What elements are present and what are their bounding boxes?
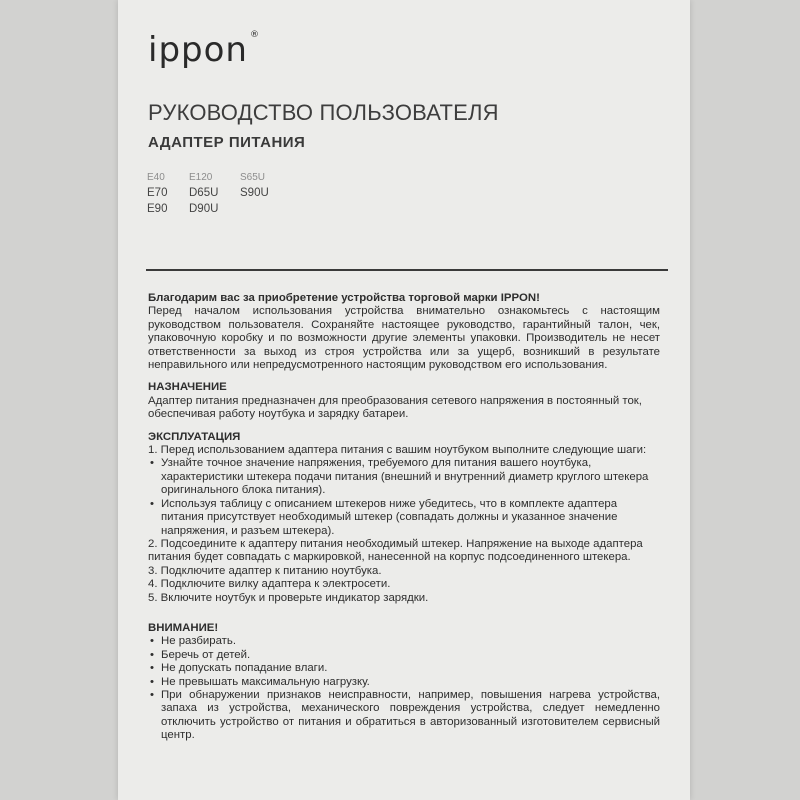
list-item: • Беречь от детей.	[148, 649, 660, 662]
list-item: • Не разбирать.	[148, 635, 660, 648]
warning-heading: ВНИМАНИЕ!	[148, 621, 219, 634]
warning-list	[148, 635, 660, 742]
ippon-logo	[148, 30, 260, 70]
model-label: D90U	[189, 203, 219, 215]
operation-step-1-list	[148, 457, 660, 537]
model-label: E40	[147, 172, 165, 183]
intro-lead: Благодарим вас за приобретение устройства торговой марки IPPON!	[148, 292, 540, 304]
page-title: РУКОВОДСТВО ПОЛЬЗОВАТЕЛЯ	[148, 100, 499, 125]
purpose-heading: НАЗНАЧЕНИЕ	[148, 381, 227, 394]
list-item: • Не допускать попадание влаги.	[148, 662, 660, 675]
trademark-symbol: ®	[249, 30, 260, 40]
operation-heading: ЭКСПЛУАТАЦИЯ	[148, 430, 241, 443]
operation-step-1: 1. Перед использованием адаптера питания с вашим ноутбуком выполните следующие шаги:	[148, 444, 647, 457]
model-label: E70	[147, 187, 168, 199]
list-item: • При обнаружении признаков неисправности, например, повышения нагрева устройства, запаха из устройства, механического повреждения устройства, следует немедленно отключить устройство от питания и обратиться в авторизованный изготовителем сервисный центр.	[148, 689, 660, 743]
model-list	[147, 172, 290, 215]
model-label	[240, 203, 290, 215]
operation-step-3: 3. Подключите адаптер к питанию ноутбука.	[148, 564, 382, 577]
purpose-text: Адаптер питания предназначен для преобразования сетевого напряжения в постоянный ток, обеспечивая работу ноутбука и зарядку батареи.	[148, 394, 642, 421]
model-label: S65U	[240, 172, 266, 183]
model-label: S90U	[240, 187, 269, 199]
section-divider	[146, 269, 668, 271]
model-label: E90	[147, 203, 168, 215]
operation-step-4: 4. Подключите вилку адаптера к электросети.	[148, 578, 391, 591]
intro-text: Перед началом использования устройства внимательно ознакомьтесь с настоящим руководством пользователя. Сохраняйте настоящее руководство, гарантийный талон, чек, упаковочную коробку и по возможности другие элементы упаковки. Производитель не несет ответственности за выход из строя устройства или за ущерб, возникший в результате неправильного или непредусмотренного настоящим руководством его использования.	[148, 305, 660, 372]
operation-step-2: 2. Подсоедините к адаптеру питания необходимый штекер. Напряжение на выходе адаптера питания будет совпадать с маркировкой, нанесенной на корпус подсоединенного штекера.	[148, 537, 643, 564]
model-label: E120	[189, 172, 213, 183]
logo-text: ippon	[148, 30, 248, 70]
spacer	[148, 605, 660, 613]
page-subtitle: АДАПТЕР ПИТАНИЯ	[148, 134, 306, 151]
list-item: • Используя таблицу с описанием штекеров ниже убедитесь, что в комплекте адаптера питания присутствует необходимый штекер (совпадать должны и указанное значение напряжения, и разъем штекера).	[148, 498, 660, 538]
model-label: D65U	[189, 187, 219, 199]
operation-step-5: 5. Включите ноутбук и проверьте индикатор зарядки.	[148, 591, 429, 604]
manual-body	[148, 292, 660, 743]
list-item: • Узнайте точное значение напряжения, требуемого для питания вашего ноутбука, характеристики штекера подачи питания (внешний и внутренний диаметр круглого штекера оригинального блока питания).	[148, 457, 660, 497]
list-item: • Не превышать максимальную нагрузку.	[148, 676, 660, 689]
